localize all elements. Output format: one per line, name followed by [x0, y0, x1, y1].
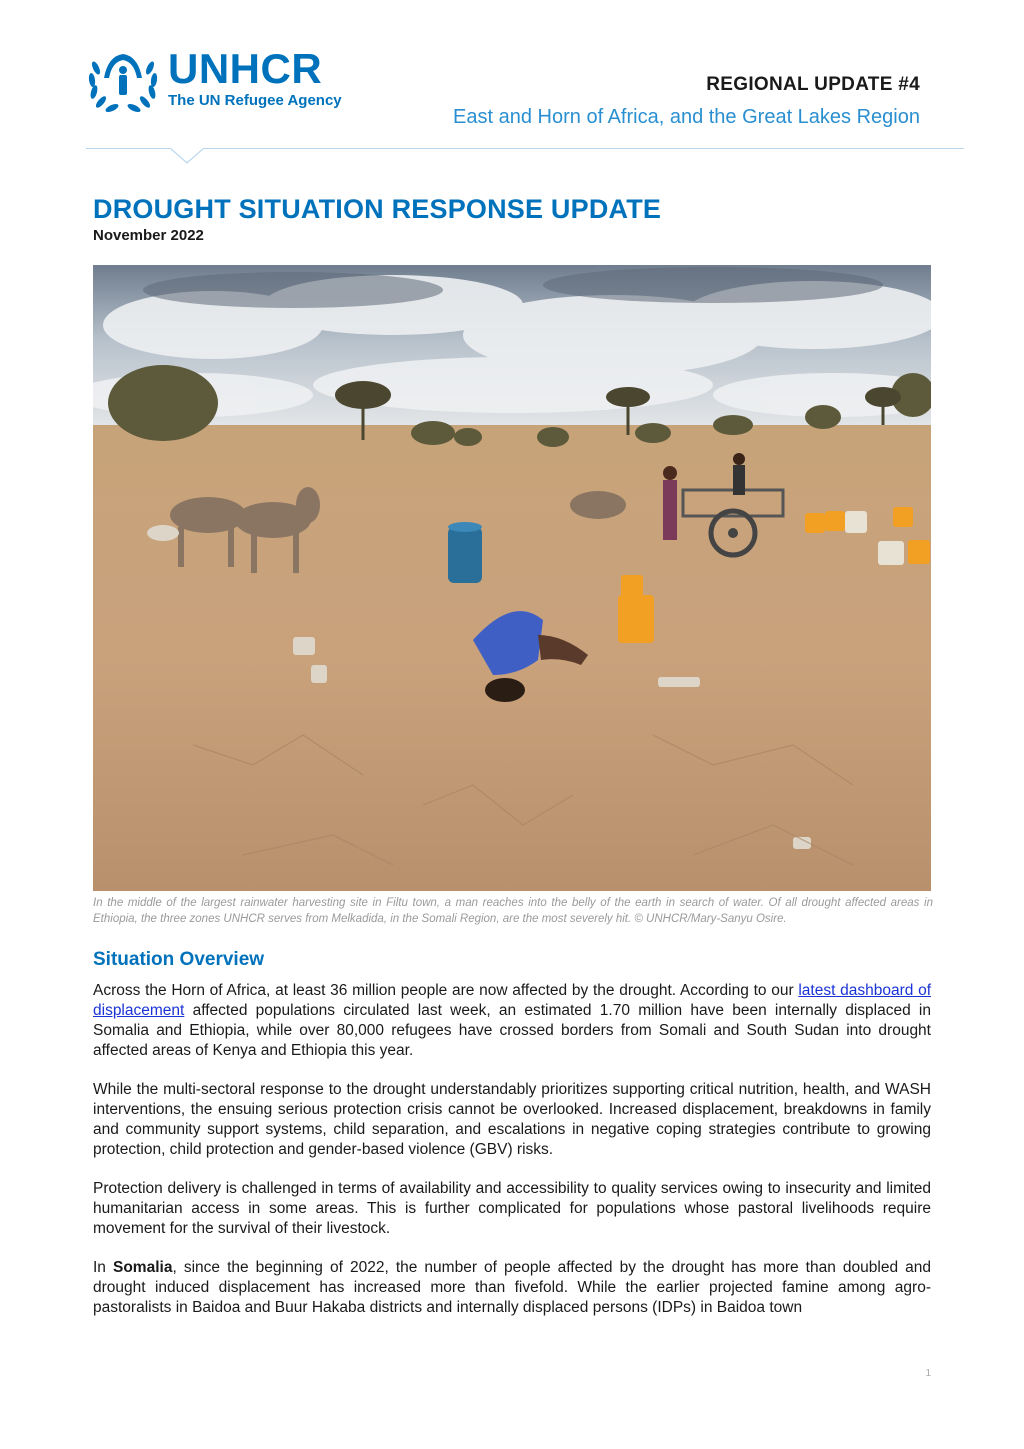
document-date: November 2022	[93, 227, 204, 244]
paragraph-1	[93, 981, 931, 1061]
logo-tagline: The UN Refugee Agency	[168, 92, 342, 109]
paragraph-1-rest: affected populations circulated last week, an estimated 1.70 million have been internally displaced in Somalia and Ethiopia, while over 80,000 refugees have crossed borders from Somali and South Sudan into drought affected areas of Kenya and Ethiopia this year.	[93, 1002, 931, 1059]
paragraph-4-rest: , since the beginning of 2022, the number of people affected by the drought has more than doubled and drought induced displacement has increased more than fivefold. While the earlier projected famine among agro-pastoralists in Baidoa and Buur Hakaba districts and internally displaced persons (IDPs) in Baidoa town	[93, 1259, 931, 1316]
page-number: 1	[925, 1368, 931, 1379]
drought-photo	[93, 265, 931, 891]
update-number: REGIONAL UPDATE #4	[706, 74, 920, 95]
unhcr-emblem-icon	[86, 48, 160, 114]
logo-wordmark: UNHCR	[168, 45, 323, 92]
paragraph-4-prefix: In	[93, 1259, 113, 1276]
photo-caption: In the middle of the largest rainwater harvesting site in Filtu town, a man reaches into the belly of the earth in search of water. Of all drought affected areas in Ethiopia, the three zones UNHCR serves from Melkadida, in the Somali Region, are the most severely hit. © UNHCR/Mary-Sanyu Osire.	[93, 897, 933, 925]
paragraph-1-lead: Across the Horn of Africa, at least 36 million people are now affected by the drought. According to our	[93, 982, 799, 999]
country-somalia: Somalia	[113, 1259, 173, 1276]
region-name: East and Horn of Africa, and the Great Lakes Region	[453, 106, 920, 128]
unhcr-logo	[86, 45, 342, 114]
document-title: DROUGHT SITUATION RESPONSE UPDATE	[93, 194, 662, 224]
divider-notch-icon	[170, 148, 204, 164]
paragraph-3: Protection delivery is challenged in terms of availability and accessibility to quality services owing to insecurity and limited humanitarian access in some areas. This is further complicated for populations whose pastoral livelihoods require movement for the survival of their livestock.	[93, 1180, 931, 1237]
paragraph-4	[93, 1258, 931, 1318]
section-heading-situation-overview: Situation Overview	[93, 949, 265, 970]
displacement-dashboard-link[interactable]: latest dashboard of displacement	[93, 982, 931, 1019]
update-header	[453, 74, 920, 129]
paragraph-2: While the multi-sectoral response to the drought understandably prioritizes supporting critical nutrition, health, and WASH interventions, the ensuing serious protection crisis cannot be overlooked. Increased displacement, breakdowns in family and community support systems, child separation, and escalations in negative coping strategies contribute to growing protection, child protection and gender-based violence (GBV) risks.	[93, 1081, 931, 1158]
header-divider	[86, 148, 964, 149]
